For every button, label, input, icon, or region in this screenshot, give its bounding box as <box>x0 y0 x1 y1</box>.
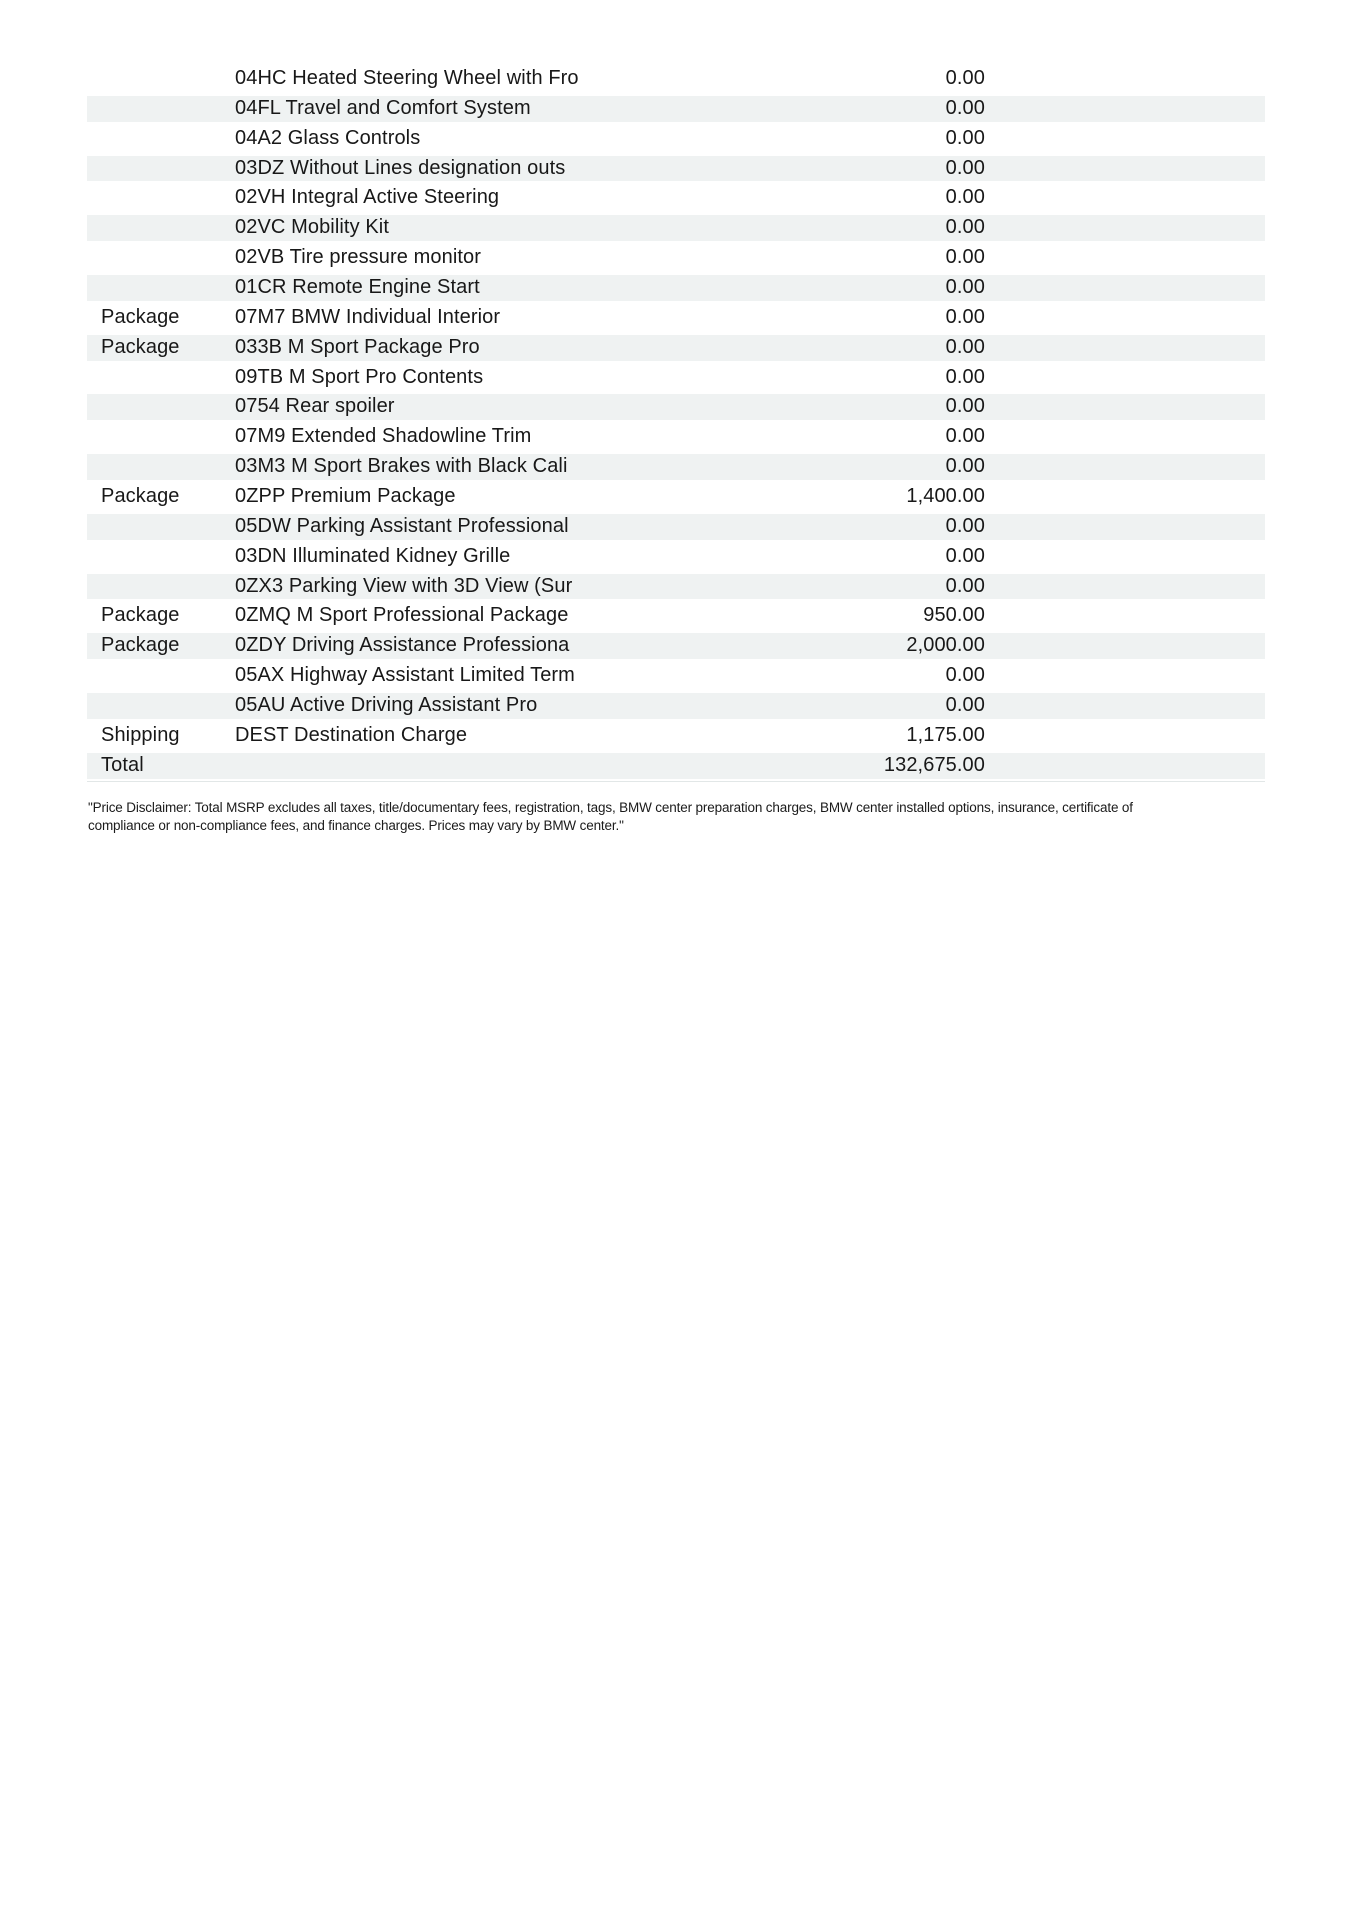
price-disclaimer-line-1: "Price Disclaimer: Total MSRP excludes all taxes, title/documentary fees, registration, tags, BMW center preparation charges, BMW center installed options, insurance, certificate of <box>88 800 1133 815</box>
row-price: 0.00 <box>945 425 985 448</box>
row-price: 0.00 <box>945 96 985 119</box>
table-row <box>87 392 1265 422</box>
row-price: 132,675.00 <box>883 753 985 776</box>
table-row <box>87 482 1265 512</box>
row-description: 0ZDY Driving Assistance Professiona <box>235 634 570 657</box>
row-category: Package <box>101 634 180 657</box>
row-price: 0.00 <box>945 305 985 328</box>
row-price: 0.00 <box>945 574 985 597</box>
row-price: 0.00 <box>945 544 985 567</box>
row-price: 0.00 <box>945 694 985 717</box>
table-row <box>87 542 1265 572</box>
row-description: 02VC Mobility Kit <box>235 216 389 239</box>
row-description: 0ZPP Premium Package <box>235 485 456 508</box>
row-price: 0.00 <box>945 156 985 179</box>
row-price: 0.00 <box>945 276 985 299</box>
row-category: Package <box>101 335 180 358</box>
table-row <box>87 273 1265 303</box>
row-description: 05AU Active Driving Assistant Pro <box>235 694 538 717</box>
options-table <box>87 64 1265 782</box>
row-price: 1,175.00 <box>906 723 985 746</box>
row-description: 0ZMQ M Sport Professional Package <box>235 604 569 627</box>
row-description: 09TB M Sport Pro Contents <box>235 365 484 388</box>
row-price: 0.00 <box>945 335 985 358</box>
row-price: 0.00 <box>945 514 985 537</box>
row-description: 03M3 M Sport Brakes with Black Cali <box>235 455 568 478</box>
row-price: 0.00 <box>945 186 985 209</box>
row-description: 05DW Parking Assistant Professional <box>235 514 569 537</box>
row-price: 0.00 <box>945 126 985 149</box>
row-price: 0.00 <box>945 455 985 478</box>
table-row <box>87 691 1265 721</box>
row-price: 0.00 <box>945 67 985 89</box>
row-category: Package <box>101 305 180 328</box>
row-description: 02VB Tire pressure monitor <box>235 246 482 269</box>
row-description: 05AX Highway Assistant Limited Term <box>235 664 575 687</box>
table-row <box>87 661 1265 691</box>
table-row <box>87 721 1265 751</box>
row-price: 2,000.00 <box>906 634 985 657</box>
row-price: 0.00 <box>945 395 985 418</box>
row-price: 0.00 <box>945 365 985 388</box>
row-price: 0.00 <box>945 216 985 239</box>
table-row <box>87 512 1265 542</box>
row-price: 1,400.00 <box>906 485 985 508</box>
row-description: 033B M Sport Package Pro <box>235 335 480 358</box>
table-row <box>87 94 1265 124</box>
row-description: 03DN Illuminated Kidney Grille <box>235 544 511 567</box>
table-row <box>87 213 1265 243</box>
row-price: 0.00 <box>945 664 985 687</box>
table-row <box>87 452 1265 482</box>
row-description: 07M9 Extended Shadowline Trim <box>235 425 532 448</box>
table-row <box>87 183 1265 213</box>
row-description: 04HC Heated Steering Wheel with Fro <box>235 67 579 89</box>
row-description: 04FL Travel and Comfort System <box>235 96 531 119</box>
row-description: 02VH Integral Active Steering <box>235 186 500 209</box>
row-description: 07M7 BMW Individual Interior <box>235 305 501 328</box>
price-disclaimer-line-2: compliance or non-compliance fees, and finance charges. Prices may vary by BMW center." <box>88 817 624 833</box>
table-row <box>87 631 1265 661</box>
row-description: 0754 Rear spoiler <box>235 395 395 418</box>
table-row <box>87 422 1265 452</box>
row-description: 04A2 Glass Controls <box>235 126 421 149</box>
row-category: Package <box>101 604 180 627</box>
row-description: 03DZ Without Lines designation outs <box>235 156 566 179</box>
table-row <box>87 751 1265 782</box>
price-disclaimer <box>88 799 1278 834</box>
row-category: Total <box>101 753 144 776</box>
table-row <box>87 243 1265 273</box>
row-description: 01CR Remote Engine Start <box>235 276 480 299</box>
table-row <box>87 333 1265 363</box>
row-category: Shipping <box>101 723 180 746</box>
table-row <box>87 303 1265 333</box>
row-description: DEST Destination Charge <box>235 723 468 746</box>
table-row <box>87 572 1265 602</box>
table-row <box>87 601 1265 631</box>
row-price: 0.00 <box>945 246 985 269</box>
row-description: 0ZX3 Parking View with 3D View (Sur <box>235 574 573 597</box>
table-row <box>87 124 1265 154</box>
row-category: Package <box>101 485 180 508</box>
table-row <box>87 154 1265 184</box>
row-price: 950.00 <box>923 604 985 627</box>
table-row <box>87 64 1265 94</box>
table-row <box>87 363 1265 393</box>
